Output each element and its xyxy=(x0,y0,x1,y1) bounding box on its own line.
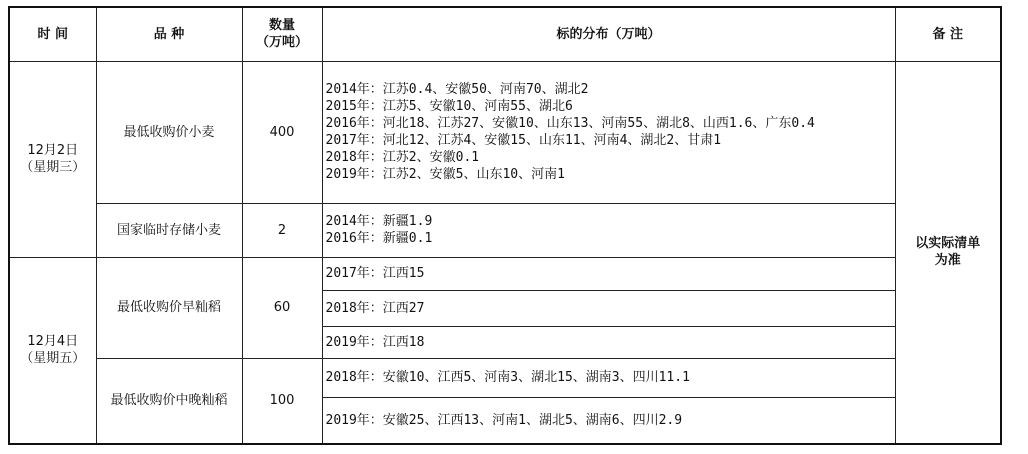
distribution-line: 2019年：江苏2、安徽5、山东10、河南1 xyxy=(325,167,565,182)
header-time: 时 间 xyxy=(9,7,96,61)
distribution-cell: 2018年：安徽10、江西5、河南3、湖北15、湖南3、四川11.1 xyxy=(322,358,895,397)
distribution-cell xyxy=(322,61,895,203)
weekday-label: （星期三） xyxy=(20,160,86,175)
quantity-cell: 100 xyxy=(242,358,322,444)
auction-schedule-table xyxy=(8,6,1002,445)
header-quantity-line2: （万吨） xyxy=(255,35,308,51)
remark-line1: 以实际清单 xyxy=(915,236,981,252)
distribution-line: 2014年：新疆1.9 xyxy=(325,214,433,229)
distribution-cell: 2017年：江西15 xyxy=(322,257,895,290)
remark-line2: 为准 xyxy=(934,253,961,269)
table-row xyxy=(9,358,1001,397)
distribution-line: 2015年：江苏5、安徽10、河南55、湖北6 xyxy=(325,99,573,114)
distribution-line: 2016年：新疆0.1 xyxy=(325,231,433,246)
distribution-cell: 2018年：江西27 xyxy=(322,290,895,326)
quantity-cell: 2 xyxy=(242,203,322,257)
distribution-line: 2014年：江苏0.4、安徽50、河南70、湖北2 xyxy=(325,82,589,97)
remark-cell xyxy=(895,61,1001,444)
distribution-cell xyxy=(322,203,895,257)
distribution-line: 2018年：江苏2、安徽0.1 xyxy=(325,150,480,165)
table-row xyxy=(9,61,1001,203)
distribution-line: 2016年：河北18、江苏27、安徽10、山东13、河南55、湖北8、山西1.6、广东0.4 xyxy=(325,116,815,131)
date-cell-day2 xyxy=(9,257,96,444)
header-quantity xyxy=(242,7,322,61)
distribution-line: 2017年：河北12、江苏4、安徽15、山东11、河南4、湖北2、甘肃1 xyxy=(325,133,722,148)
quantity-cell: 400 xyxy=(242,61,322,203)
variety-cell: 最低收购价小麦 xyxy=(96,61,242,203)
weekday-label: （星期五） xyxy=(20,351,86,367)
quantity-cell: 60 xyxy=(242,257,322,358)
date-cell-day1 xyxy=(9,61,96,257)
header-quantity-line1: 数量 xyxy=(268,18,295,34)
variety-cell: 最低收购价中晚籼稻 xyxy=(96,358,242,444)
header-remark: 备 注 xyxy=(895,7,1001,61)
variety-cell: 最低收购价早籼稻 xyxy=(96,257,242,358)
header-variety: 品 种 xyxy=(96,7,242,61)
date-label: 12月2日 xyxy=(27,143,79,158)
date-label: 12月4日 xyxy=(27,334,79,350)
table-row xyxy=(9,257,1001,290)
distribution-cell: 2019年：安徽25、江西13、河南1、湖北5、湖南6、四川2.9 xyxy=(322,397,895,444)
variety-cell: 国家临时存储小麦 xyxy=(96,203,242,257)
table-row xyxy=(9,203,1001,257)
header-distribution: 标的分布（万吨） xyxy=(322,7,895,61)
table-header-row xyxy=(9,7,1001,61)
distribution-cell: 2019年：江西18 xyxy=(322,326,895,358)
